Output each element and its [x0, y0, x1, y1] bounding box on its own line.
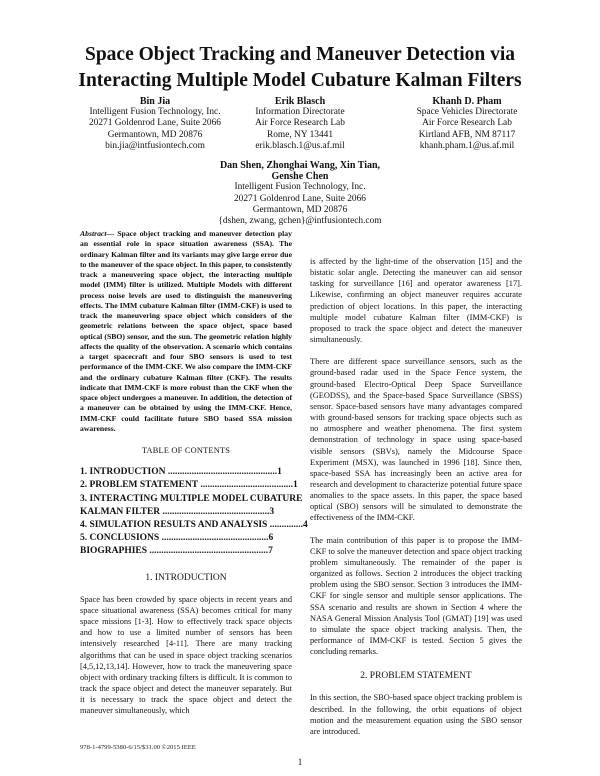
introduction-paragraph: Space has been crowded by space objects in recent years and space situational awareness (SSA) becomes critical for many space missions [1-3]. How to effectively track space objects and how to use a limited number of sensors has been intensively researched [4-11]. There are many tracking algorithms that can be used in space object tracking scenarios [4,5,12,13,14]. However, how to track the maneuvering space object with ordinary tracking filters is difficult. It is common to track the space object and detect the maneuver separately. But it is necessary to track the space object and detect the maneuver simultaneously, which	[80, 594, 292, 716]
author-1	[55, 96, 255, 152]
author-2	[230, 96, 370, 152]
title-line-2: Interacting Multiple Model Cubature Kalman Filters	[78, 70, 522, 91]
toc-entry-page: 1	[277, 467, 282, 478]
author-email[interactable]: bin.jia@intfusiontech.com	[105, 140, 205, 151]
left-column	[80, 229, 308, 727]
toc-entry-introduction[interactable]: 1. INTRODUCTION ..............................................1	[80, 467, 282, 478]
author-affiliation: Intelligent Fusion Technology, Inc.	[89, 107, 221, 118]
toc-entry-imm-ckf-cont[interactable]: KALMAN FILTER .............................................3	[80, 506, 275, 517]
introduction-heading: 1. INTRODUCTION	[145, 572, 227, 583]
toc-entry-page: 4	[302, 519, 308, 530]
coauthor-address: 20271 Goldenrod Lane, Suite 2066	[233, 193, 366, 204]
coauthor-names-1: Dan Shen, Zhonghai Wang, Xin Tian,	[219, 160, 381, 171]
author-name: Khanh D. Pham	[432, 96, 502, 107]
toc-entry-biographies[interactable]: BIOGRAPHIES ..................................................7	[80, 546, 273, 557]
abstract	[80, 229, 292, 434]
toc-entry-page: 7	[268, 546, 273, 557]
author-city: Kirtland AFB, NM 87117	[418, 129, 516, 140]
problem-statement-heading: 2. PROBLEM STATEMENT	[360, 671, 472, 682]
toc-entry-conclusions[interactable]: 5. CONCLUSIONS .............................................6	[80, 533, 274, 544]
abstract-text: — Space object tracking and maneuver detection play an essential role in space situation awareness (SSA). The ordinary Kalman filter and its variants may give large error due to the maneuver of the space object. In this paper, to consistently track a maneuvering space object, the interacting multiple model (IMM) filter is utilized. Multiple Models with different process noise levels are used to distinguish the maneuvering effects. The IMM cubature Kalman filter (IMM-CKF) is used to track the maneuvering space object which considers of the geometric relations between the space object, space based optical (SBO) sensor, and the sun. The geometric relation highly affects the quality of the observation. A scenario which contains a target spacecraft and four SBO sensors is used to test performance of the IMM-CKF. We also compare the IMM-CKF and the ordinary cubature Kalman filter (CKF). The results indicate that IMM-CKF is more robust than the CKF when the space object undergoes a maneuver. In addition, the detection of a maneuver can be obtained by using the IMM-CKF. Hence, IMM-CKF could facilitate future SBO based SSA mission awareness.	[80, 229, 292, 433]
intro-continued-paragraph: is affected by the light-time of the observation [15] and the bistatic solar angle. Detecting the maneuver can aid sensor tasking for surveillance [16] and operator awareness [17]. Likewise, confirming an object maneuver requires accurate prediction of object locations. In this paper, the interacting multiple model cubature Kalman filter (IMM-CKF) is proposed to track the space object and detect the maneuver simultaneously.	[310, 257, 522, 345]
toc-entry-text: 1. INTRODUCTION	[80, 467, 166, 478]
toc-entry-text: 3. INTERACTING MULTIPLE MODEL CUBATURE	[80, 493, 303, 504]
copyright-line: 978-1-4799-5380-6/15/$31.00 ©2015 IEEE	[80, 744, 196, 751]
contribution-paragraph: The main contribution of this paper is to propose the IMM-CKF to solve the maneuver detection and space object tracking problem simultaneously. The remainder of the paper is organized as follows. Section 2 introduces the object tracking problem using the SBO sensor. Section 3 introduces the IMM-CKF for single sensor and multiple sensor applications. The SSA scenario and results are shown in Section 4 where the NASA General Mission Analysis Tool (GMAT) [19] was used to simulate the space object tracking analysis. Then, the performance of IMM-CKF is tested. Section 5 gives the concluding remarks.	[310, 535, 522, 657]
author-address: Air Force Research Lab	[255, 118, 345, 129]
author-affiliation: Space Vehicles Directorate	[416, 107, 518, 118]
toc-entry-text: 5. CONCLUSIONS	[80, 533, 160, 544]
toc-heading: TABLE OF CONTENTS	[141, 446, 231, 455]
coauthor-names-2: Genshe Chen	[271, 171, 329, 183]
toc-entry-imm-ckf[interactable]	[80, 493, 303, 506]
author-affiliation: Information Directorate	[255, 107, 345, 118]
toc-entry-text: 4. SIMULATION RESULTS AND ANALYSIS	[80, 519, 268, 530]
toc-entry-text: 2. PROBLEM STATEMENT	[80, 480, 198, 491]
abstract-label: Abstract	[80, 229, 107, 238]
coauthor-emails[interactable]: {dshen, zwang, gchen}@intfusiontech.com	[218, 216, 382, 227]
author-block	[0, 96, 600, 156]
surveillance-sensors-paragraph: There are different space surveillance sensors, such as the ground-based radar used in the Space Fence system, the ground-based Electro-Optical Deep Space Surveillance (GEODSS), and the Space-based Space Surveillance (SBSS) sensor. Space-based sensors have many advantages compared with ground-based sensors for tracking space objects such as no atmosphere and weather phenomena. The first system demonstration of technology in space using space-based visible sensors (SBVs), namely the Midcourse Space Experiment (MSX), was launched in 1996 [18]. Since then, space-based SSA has increasingly been an active area for research and development to characterize potential future space anomalies to the space assets. In this paper, the space based optical (SBO) sensors will be simulated to demonstrate the effectiveness of the IMM-CKF.	[310, 357, 522, 523]
toc-entry-page: 1	[292, 480, 298, 491]
toc-entry-text: BIOGRAPHIES	[80, 546, 148, 557]
author-name: Bin Jia	[139, 96, 171, 107]
table-of-contents	[80, 466, 308, 558]
toc-entry-page: 3	[269, 506, 275, 517]
author-3	[382, 96, 552, 152]
page-number: 1	[297, 757, 303, 767]
coauthor-affiliation: Intelligent Fusion Technology, Inc.	[234, 182, 366, 193]
author-email[interactable]: khanh.pham.1@us.af.mil	[419, 140, 515, 151]
author-address: Air Force Research Lab	[422, 118, 512, 129]
toc-entry-text: KALMAN FILTER	[80, 506, 161, 517]
author-address: 20271 Goldenrod Lane, Suite 2066	[88, 118, 221, 129]
author-email[interactable]: erik.blasch.1@us.af.mil	[255, 140, 345, 151]
coauthor-city: Germantown, MD 20876	[252, 204, 348, 215]
toc-entry-problem-statement[interactable]: 2. PROBLEM STATEMENT .......................................1	[80, 480, 298, 491]
author-city: Rome, NY 13441	[266, 129, 334, 140]
author-name: Erik Blasch	[274, 96, 326, 107]
toc-entry-page: 6	[268, 533, 274, 544]
problem-statement-paragraph: In this section, the SBO-based space object tracking problem is described. In the following, the orbit equations of object motion and the measurement equation using the SBO sensor are introduced.	[310, 693, 522, 736]
paper-title	[40, 42, 560, 94]
coauthor-block	[150, 160, 450, 227]
toc-entry-simulation[interactable]: 4. SIMULATION RESULTS AND ANALYSIS ..............4	[80, 519, 308, 530]
author-city: Germantown, MD 20876	[107, 129, 203, 140]
right-column	[310, 256, 522, 748]
title-line-1: Space Object Tracking and Maneuver Detection via	[84, 44, 516, 65]
